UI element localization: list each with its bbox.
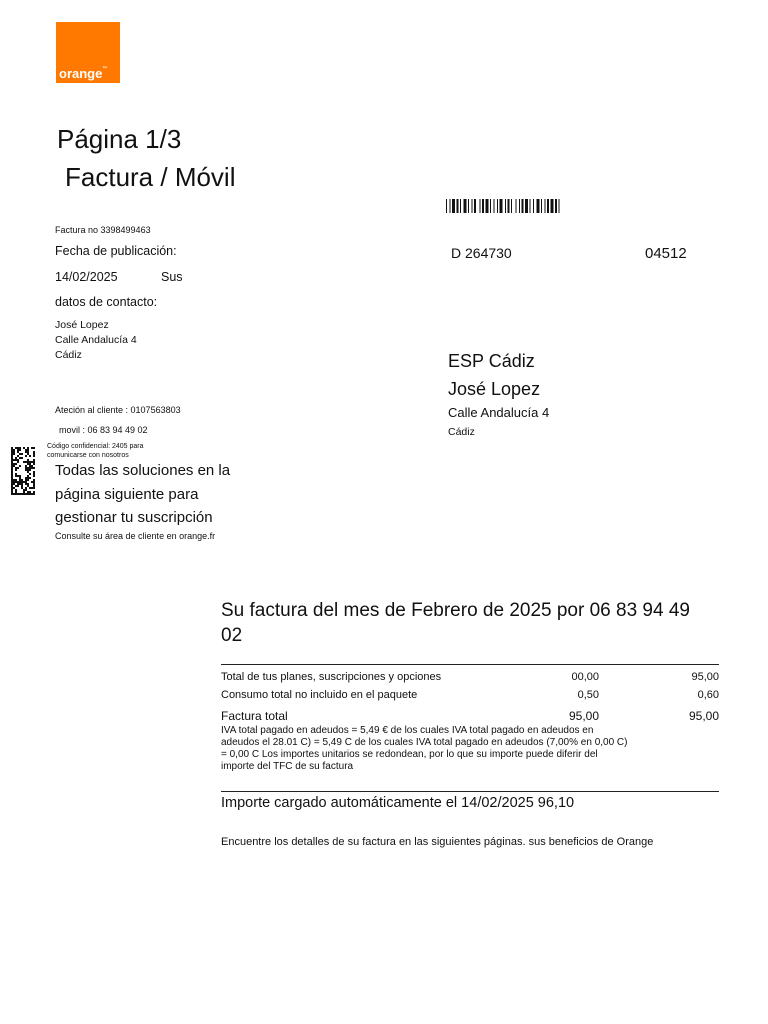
contact-label: datos de contacto: bbox=[55, 295, 158, 309]
qr-module bbox=[25, 481, 27, 483]
barcode-bar bbox=[457, 199, 459, 213]
qr-module bbox=[11, 453, 13, 455]
barcode-bar bbox=[494, 199, 495, 213]
publication-label: Fecha de publicación: bbox=[55, 244, 177, 258]
qr-module bbox=[33, 453, 35, 455]
qr-module bbox=[13, 453, 15, 455]
divider-top bbox=[221, 664, 719, 665]
barcode-icon bbox=[446, 199, 642, 213]
qr-module bbox=[27, 475, 29, 477]
barcode-bar bbox=[537, 199, 540, 213]
qr-module bbox=[31, 493, 33, 495]
barcode-bar bbox=[472, 199, 473, 213]
qr-module bbox=[11, 483, 13, 485]
qr-module bbox=[33, 481, 35, 483]
qr-module bbox=[33, 485, 35, 487]
qr-module bbox=[19, 479, 21, 481]
qr-module bbox=[25, 467, 27, 469]
barcode-bar bbox=[555, 199, 557, 213]
barcode-bar bbox=[460, 199, 461, 213]
qr-module bbox=[33, 455, 35, 457]
qr-module bbox=[13, 483, 15, 485]
qr-module bbox=[17, 475, 19, 477]
qr-module bbox=[25, 477, 27, 479]
barcode-bar bbox=[516, 199, 517, 213]
qr-module bbox=[15, 489, 17, 491]
divider-bottom bbox=[221, 791, 719, 792]
recipient-line-2: José Lopez bbox=[448, 379, 541, 399]
confidential-code: Código confidencial: 2405 para comunicarse con nosotros bbox=[47, 443, 144, 459]
qr-module bbox=[25, 483, 27, 485]
vat-fine-print: IVA total pagado en adeudos = 5,49 € de los cuales IVA total pagado en adeudos en adeudos el 28.01 C) = 5,49 C de los cuales IVA total pagado en adeudos (7,00% en 0,00 C) = 0,00 C Los importes unitarios se redondean, por lo que su importe puede diferir del importe del TFC de su factura bbox=[221, 725, 628, 772]
barcode-bar bbox=[450, 199, 451, 213]
qr-module bbox=[11, 465, 13, 467]
barcode-bar bbox=[446, 199, 447, 213]
barcode-bar bbox=[452, 199, 455, 213]
qr-module bbox=[11, 459, 13, 461]
solutions-line-3: gestionar tu suscripción bbox=[55, 509, 213, 526]
publication-date: 14/02/2025 bbox=[55, 270, 118, 284]
qr-module bbox=[13, 487, 15, 489]
recipient-city: Cádiz bbox=[448, 426, 475, 438]
qr-module bbox=[19, 453, 21, 455]
qr-module bbox=[15, 479, 17, 481]
customer-area-note: Consulte su área de cliente en orange.fr bbox=[55, 531, 216, 541]
barcode-bar bbox=[508, 199, 510, 213]
qr-module bbox=[21, 487, 23, 489]
qr-module bbox=[33, 471, 35, 473]
qr-module bbox=[13, 479, 15, 481]
qr-module bbox=[19, 447, 21, 449]
barcode-bar bbox=[559, 199, 560, 213]
qr-module bbox=[27, 459, 29, 461]
qr-module bbox=[11, 471, 13, 473]
qr-module bbox=[23, 489, 25, 491]
qr-module bbox=[27, 451, 29, 453]
qr-module bbox=[21, 453, 23, 455]
row-value-2: 95,00 bbox=[688, 709, 719, 723]
qr-module bbox=[15, 447, 17, 449]
qr-module bbox=[17, 451, 19, 453]
barcode-bar bbox=[497, 199, 498, 213]
qr-module bbox=[11, 491, 13, 493]
qr-module bbox=[27, 463, 29, 465]
qr-module bbox=[13, 459, 15, 461]
qr-module bbox=[25, 489, 27, 491]
qr-module bbox=[27, 467, 29, 469]
qr-module bbox=[29, 463, 31, 465]
qr-module bbox=[33, 463, 35, 465]
qr-module bbox=[23, 491, 25, 493]
barcode-bar bbox=[505, 199, 506, 213]
qr-module bbox=[17, 467, 19, 469]
qr-module bbox=[21, 479, 23, 481]
qr-module bbox=[31, 487, 33, 489]
qr-module bbox=[27, 477, 29, 479]
barcode-bar bbox=[522, 199, 524, 213]
qr-module bbox=[11, 447, 13, 449]
qr-module bbox=[11, 457, 13, 459]
qr-module bbox=[31, 465, 33, 467]
barcode-bar bbox=[533, 199, 534, 213]
qr-module bbox=[15, 475, 17, 477]
qr-module bbox=[29, 477, 31, 479]
barcode-bar bbox=[474, 199, 476, 213]
row-label: Factura total bbox=[221, 709, 288, 723]
qr-module bbox=[17, 461, 19, 463]
qr-module bbox=[11, 485, 13, 487]
qr-module bbox=[33, 493, 35, 495]
qr-module bbox=[29, 491, 31, 493]
qr-module bbox=[11, 451, 13, 453]
qr-module bbox=[27, 493, 29, 495]
qr-module bbox=[15, 467, 17, 469]
barcode-bar bbox=[464, 199, 467, 213]
qr-module bbox=[11, 469, 13, 471]
document-type: Factura / Móvil bbox=[65, 162, 236, 192]
qr-module bbox=[25, 469, 27, 471]
qr-module bbox=[15, 481, 17, 483]
qr-module bbox=[11, 455, 13, 457]
qr-module bbox=[11, 479, 13, 481]
qr-module bbox=[21, 485, 23, 487]
qr-module bbox=[17, 449, 19, 451]
qr-module bbox=[17, 459, 19, 461]
qr-module bbox=[29, 467, 31, 469]
qr-module bbox=[17, 447, 19, 449]
barcode-bar bbox=[486, 199, 489, 213]
row-label: Consumo total no incluido en el paquete bbox=[221, 689, 418, 701]
qr-code-icon bbox=[11, 447, 35, 495]
solutions-line-1: Todas las soluciones en la bbox=[55, 462, 231, 479]
qr-module bbox=[21, 481, 23, 483]
qr-module bbox=[17, 455, 19, 457]
contact-city: Cádiz bbox=[55, 349, 82, 361]
barcode-bar bbox=[519, 199, 520, 213]
qr-module bbox=[15, 491, 17, 493]
qr-module bbox=[17, 481, 19, 483]
qr-module bbox=[15, 459, 17, 461]
recipient-street: Calle Andalucía 4 bbox=[448, 405, 550, 420]
qr-module bbox=[33, 473, 35, 475]
qr-module bbox=[33, 483, 35, 485]
qr-module bbox=[25, 493, 27, 495]
barcode-bar bbox=[545, 199, 546, 213]
qr-module bbox=[19, 449, 21, 451]
row-value-1: 95,00 bbox=[568, 709, 599, 723]
qr-module bbox=[21, 457, 23, 459]
qr-module bbox=[29, 487, 31, 489]
qr-module bbox=[25, 449, 27, 451]
qr-module bbox=[17, 493, 19, 495]
barcode-bar bbox=[547, 199, 549, 213]
qr-module bbox=[33, 461, 35, 463]
qr-module bbox=[11, 473, 13, 475]
qr-module bbox=[13, 463, 15, 465]
qr-module bbox=[27, 461, 29, 463]
qr-module bbox=[17, 483, 19, 485]
sus-label: Sus bbox=[161, 270, 183, 284]
qr-module bbox=[15, 469, 17, 471]
qr-module bbox=[31, 447, 33, 449]
bill-title: Su factura del mes de Febrero de 2025 por 06 83 94 49 02 bbox=[221, 600, 690, 646]
qr-module bbox=[11, 477, 13, 479]
qr-module bbox=[29, 461, 31, 463]
row-label: Total de tus planes, suscripciones y opciones bbox=[221, 671, 442, 683]
row-value-1: 0,50 bbox=[577, 689, 599, 701]
qr-module bbox=[29, 465, 31, 467]
barcode-bar bbox=[530, 199, 531, 213]
qr-module bbox=[27, 483, 29, 485]
qr-module bbox=[33, 459, 35, 461]
qr-module bbox=[27, 453, 29, 455]
qr-module bbox=[13, 493, 15, 495]
qr-module bbox=[11, 467, 13, 469]
qr-module bbox=[27, 469, 29, 471]
qr-module bbox=[31, 481, 33, 483]
qr-module bbox=[23, 447, 25, 449]
qr-module bbox=[15, 457, 17, 459]
qr-module bbox=[25, 479, 27, 481]
qr-module bbox=[29, 493, 31, 495]
row-value-1: 00,00 bbox=[571, 671, 599, 683]
barcode-bar bbox=[551, 199, 554, 213]
qr-module bbox=[27, 491, 29, 493]
qr-module bbox=[33, 447, 35, 449]
qr-module bbox=[19, 483, 21, 485]
qr-module bbox=[13, 481, 15, 483]
qr-module bbox=[19, 465, 21, 467]
qr-module bbox=[23, 481, 25, 483]
qr-module bbox=[25, 455, 27, 457]
qr-module bbox=[19, 457, 21, 459]
qr-module bbox=[15, 493, 17, 495]
barcode-bar bbox=[480, 199, 481, 213]
row-value-2: 95,00 bbox=[691, 671, 719, 683]
qr-module bbox=[15, 485, 17, 487]
qr-module bbox=[27, 471, 29, 473]
qr-module bbox=[25, 451, 27, 453]
qr-module bbox=[21, 493, 23, 495]
qr-module bbox=[25, 461, 27, 463]
qr-module bbox=[33, 479, 35, 481]
mobile-number: movil : 06 83 94 49 02 bbox=[59, 425, 148, 435]
qr-module bbox=[23, 461, 25, 463]
qr-module bbox=[19, 493, 21, 495]
qr-module bbox=[23, 493, 25, 495]
qr-module bbox=[27, 485, 29, 487]
mail-code-d: D 264730 bbox=[451, 245, 512, 261]
table-row bbox=[221, 671, 719, 685]
qr-module bbox=[31, 467, 33, 469]
barcode-bar bbox=[482, 199, 484, 213]
qr-module bbox=[11, 493, 13, 495]
barcode-bar bbox=[500, 199, 503, 213]
qr-module bbox=[31, 461, 33, 463]
qr-module bbox=[33, 451, 35, 453]
contact-name: José Lopez bbox=[55, 319, 109, 331]
qr-module bbox=[11, 461, 13, 463]
barcode-bar bbox=[511, 199, 512, 213]
orange-logo bbox=[56, 22, 120, 83]
customer-service: Ateción al cliente : 0107563803 bbox=[55, 405, 181, 415]
qr-module bbox=[15, 473, 17, 475]
qr-module bbox=[13, 465, 15, 467]
qr-module bbox=[29, 455, 31, 457]
barcode-bar bbox=[541, 199, 542, 213]
solutions-line-2: página siguiente para bbox=[55, 485, 199, 503]
automatic-charge: Importe cargado automáticamente el 14/02/2025 96,10 bbox=[221, 795, 575, 811]
mail-code-number: 04512 bbox=[645, 245, 687, 262]
details-note: Encuentre los detalles de su factura en las siguientes páginas. sus beneficios de Orange bbox=[221, 836, 654, 848]
qr-module bbox=[13, 451, 15, 453]
solutions-text bbox=[55, 459, 230, 530]
qr-module bbox=[17, 485, 19, 487]
row-value-2: 0,60 bbox=[697, 689, 719, 701]
qr-module bbox=[11, 481, 13, 483]
qr-module bbox=[33, 467, 35, 469]
qr-module bbox=[11, 475, 13, 477]
qr-module bbox=[11, 487, 13, 489]
qr-module bbox=[27, 449, 29, 451]
barcode-bar bbox=[525, 199, 528, 213]
logo-text: orange™ bbox=[59, 66, 108, 81]
qr-module bbox=[11, 449, 13, 451]
qr-module bbox=[25, 465, 27, 467]
qr-module bbox=[19, 475, 21, 477]
contact-street: Calle Andalucía 4 bbox=[55, 334, 137, 346]
qr-module bbox=[19, 481, 21, 483]
table-row-total bbox=[221, 709, 719, 723]
barcode-bar bbox=[490, 199, 491, 213]
qr-module bbox=[21, 483, 23, 485]
invoice-number: Factura no 3398499463 bbox=[55, 225, 151, 235]
qr-module bbox=[19, 477, 21, 479]
qr-module bbox=[25, 487, 27, 489]
qr-module bbox=[11, 489, 13, 491]
qr-module bbox=[11, 463, 13, 465]
barcode-bar bbox=[468, 199, 469, 213]
qr-module bbox=[29, 469, 31, 471]
qr-module bbox=[13, 449, 15, 451]
table-row bbox=[221, 689, 719, 703]
recipient-line-1: ESP Cádiz bbox=[448, 351, 535, 371]
qr-module bbox=[33, 487, 35, 489]
qr-module bbox=[27, 447, 29, 449]
qr-module bbox=[29, 473, 31, 475]
qr-module bbox=[33, 491, 35, 493]
page-indicator: Página 1/3 bbox=[57, 124, 182, 154]
qr-module bbox=[27, 479, 29, 481]
qr-module bbox=[33, 475, 35, 477]
qr-module bbox=[15, 463, 17, 465]
